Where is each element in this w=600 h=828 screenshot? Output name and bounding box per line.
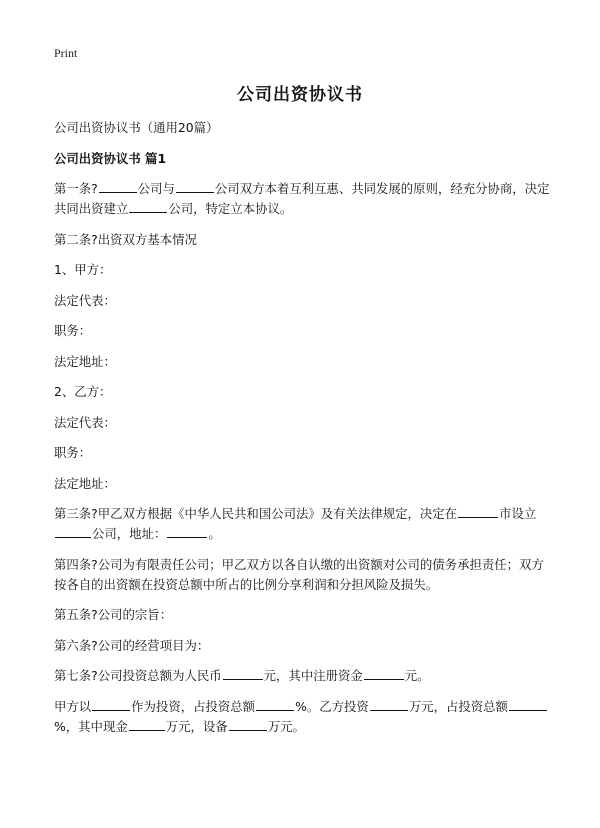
blank-line bbox=[370, 697, 408, 711]
article-3-part-a: 第三条?甲乙双方根据《中华人民共和国公司法》及有关法律规定，决定在 bbox=[54, 506, 458, 521]
article-3 bbox=[54, 504, 550, 544]
investment-part-d: 万元，占投资总额 bbox=[408, 698, 508, 714]
article-2-heading: 第二条?出资双方基本情况 bbox=[54, 231, 197, 247]
blank-line bbox=[129, 199, 167, 213]
party-a-position: 职务： bbox=[54, 323, 92, 338]
blank-line bbox=[176, 179, 214, 193]
blank-line bbox=[256, 697, 294, 711]
article-1-part-c: 公司双方本着互利互惠、共同发展的原则，经充分协商，决定共同出资建立 bbox=[54, 181, 550, 216]
blank-line bbox=[167, 524, 207, 538]
investment-part-f: 万元，设备 bbox=[165, 718, 228, 734]
article-6: 第六条?公司的经营项目为： bbox=[54, 637, 210, 653]
party-b-position: 职务： bbox=[54, 445, 92, 460]
investment-part-g: 万元。 bbox=[267, 718, 305, 734]
party-b-address: 法定地址： bbox=[54, 475, 116, 491]
investment-part-a: 甲方以 bbox=[54, 698, 92, 714]
article-1-part-d: 公司，特定立本协议。 bbox=[168, 201, 293, 216]
article-4: 第四条?公司为有限责任公司；甲乙双方以各自认缴的出资额对公司的债务承担责任；双方按各自的出资额在投资总额中所占的比例分享利润和分担风险及损失。 bbox=[54, 556, 544, 592]
article-3-part-c: 公司，地址： bbox=[92, 526, 167, 541]
party-b-label: 2、乙方： bbox=[54, 384, 112, 399]
article-7 bbox=[54, 666, 550, 686]
blank-line bbox=[99, 179, 137, 193]
document-body bbox=[54, 118, 550, 747]
article-3-part-d: 。 bbox=[208, 526, 221, 541]
blank-line bbox=[129, 717, 165, 731]
section-heading: 公司出资协议书 篇1 bbox=[54, 150, 167, 166]
article-7-part-c: 元。 bbox=[404, 668, 430, 683]
party-a-label: 1、甲方： bbox=[54, 262, 112, 277]
article-1-part-a: 第一条? bbox=[54, 181, 98, 196]
article-1 bbox=[54, 179, 550, 219]
blank-line bbox=[364, 666, 404, 680]
blank-line bbox=[55, 524, 91, 538]
article-7-part-b: 元，其中注册资金 bbox=[263, 668, 363, 683]
party-a-address: 法定地址： bbox=[54, 353, 116, 369]
article-5: 第五条?公司的宗旨： bbox=[54, 607, 173, 622]
document-title: 公司出资协议书 bbox=[237, 85, 363, 105]
print-label[interactable]: Print bbox=[54, 46, 78, 60]
blank-line bbox=[229, 717, 267, 731]
blank-line bbox=[223, 666, 263, 680]
investment-part-c: %。乙方投资 bbox=[295, 698, 369, 714]
document-subtitle: 公司出资协议书（通用20篇） bbox=[54, 120, 219, 135]
investment-part-b: 作为投资，占投资总额 bbox=[131, 698, 256, 714]
investment-clause bbox=[54, 697, 550, 737]
blank-line bbox=[92, 697, 130, 711]
article-1-part-b: 公司与 bbox=[137, 181, 175, 196]
investment-part-e: %，其中现金 bbox=[54, 718, 128, 734]
party-b-representative: 法定代表： bbox=[54, 414, 116, 430]
blank-line bbox=[509, 697, 547, 711]
blank-line bbox=[458, 504, 498, 518]
article-7-part-a: 第七条?公司投资总额为人民币 bbox=[54, 668, 222, 683]
article-3-part-b: 市设立 bbox=[499, 506, 537, 521]
party-a-representative: 法定代表： bbox=[54, 292, 116, 308]
